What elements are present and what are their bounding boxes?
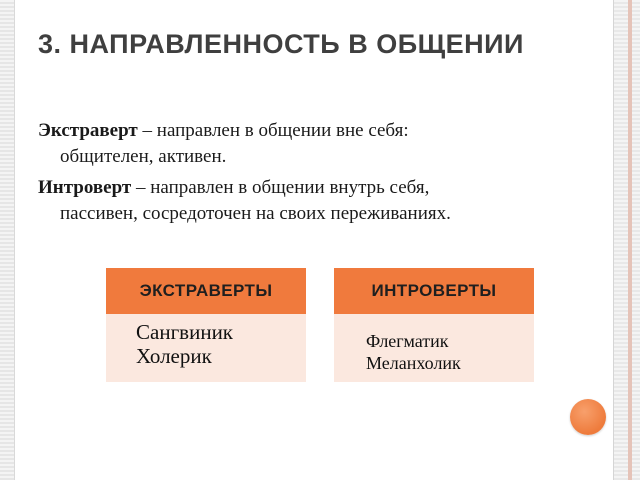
list-item-phlegmatic: Флегматик xyxy=(366,331,449,351)
list-item-choleric: Холерик xyxy=(136,344,212,368)
introverts-heading: ИНТРОВЕРТЫ xyxy=(334,268,534,314)
definition-introvert-line1: – направлен в общении внутрь себя, xyxy=(131,177,430,198)
term-extravert: Экстраверт xyxy=(38,120,138,141)
definition-extravert-line1: – направлен в общении вне себя: xyxy=(137,120,409,141)
left-decorative-border xyxy=(0,0,15,480)
list-item-melancholic: Меланхолик xyxy=(366,353,461,373)
orange-circle-decoration xyxy=(570,399,606,435)
right-accent-stripe xyxy=(628,0,632,480)
extraverts-list xyxy=(106,314,306,368)
paragraph-introvert xyxy=(38,175,598,227)
introverts-list xyxy=(334,314,534,374)
term-introvert: Интроверт xyxy=(38,177,132,198)
slide-title: 3. НАПРАВЛЕННОСТЬ В ОБЩЕНИИ xyxy=(38,29,524,59)
extraverts-box xyxy=(106,268,306,382)
introverts-box xyxy=(334,268,534,382)
list-item-sanguine: Сангвиник xyxy=(136,320,234,344)
right-decorative-border xyxy=(613,0,640,480)
paragraph-extravert xyxy=(38,118,598,170)
definition-introvert-line2: пассивен, сосредоточен на своих переживаниях. xyxy=(60,203,451,224)
extraverts-heading: ЭКСТРАВЕРТЫ xyxy=(106,268,306,314)
definition-extravert-line2: общителен, активен. xyxy=(60,146,227,167)
